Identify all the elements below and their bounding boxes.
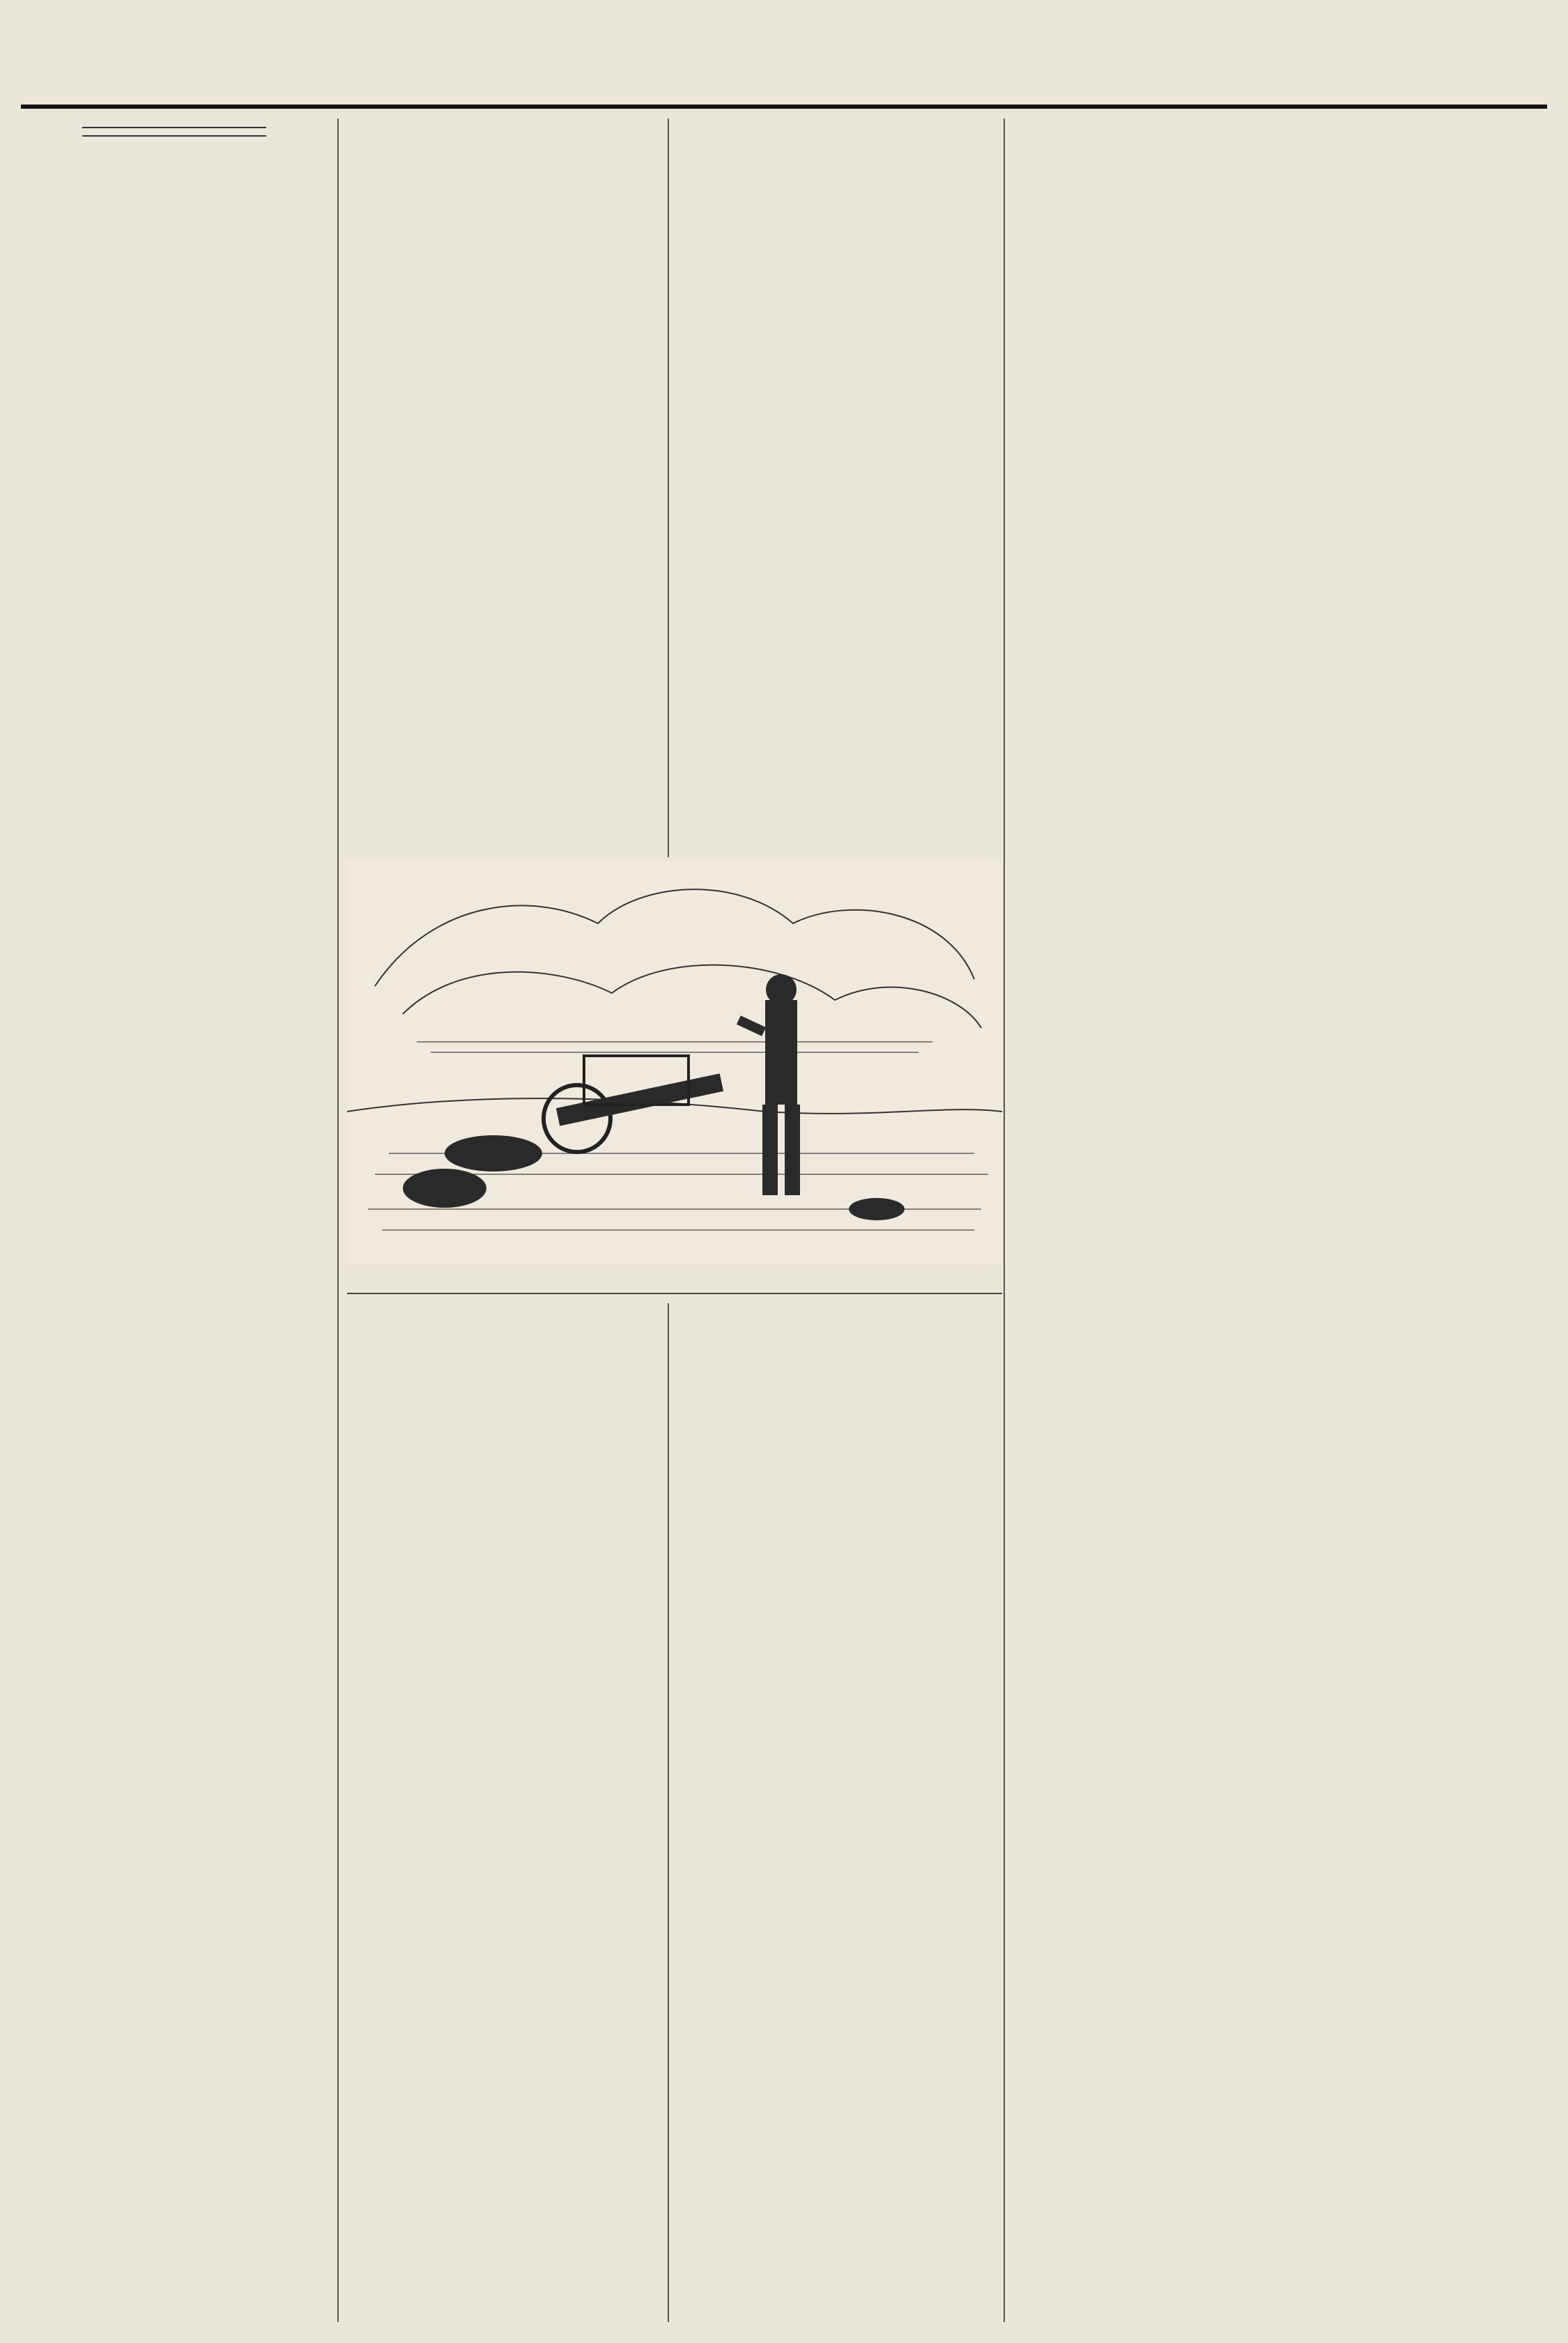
column-3-top [676, 118, 995, 857]
battle-engraving [347, 861, 1002, 1265]
column-2-bottom [347, 1303, 659, 2322]
battle-illustration [347, 861, 1002, 1294]
column-1 [21, 118, 328, 2322]
column-rule [668, 1303, 669, 2322]
top-rule [21, 105, 1547, 109]
column-3-bottom [676, 1303, 995, 2322]
separator [82, 127, 266, 128]
column-rule [668, 118, 669, 857]
column-2-top [347, 118, 659, 857]
separator [82, 135, 266, 137]
column-rule [337, 118, 339, 2322]
column-rule [1004, 118, 1005, 2322]
